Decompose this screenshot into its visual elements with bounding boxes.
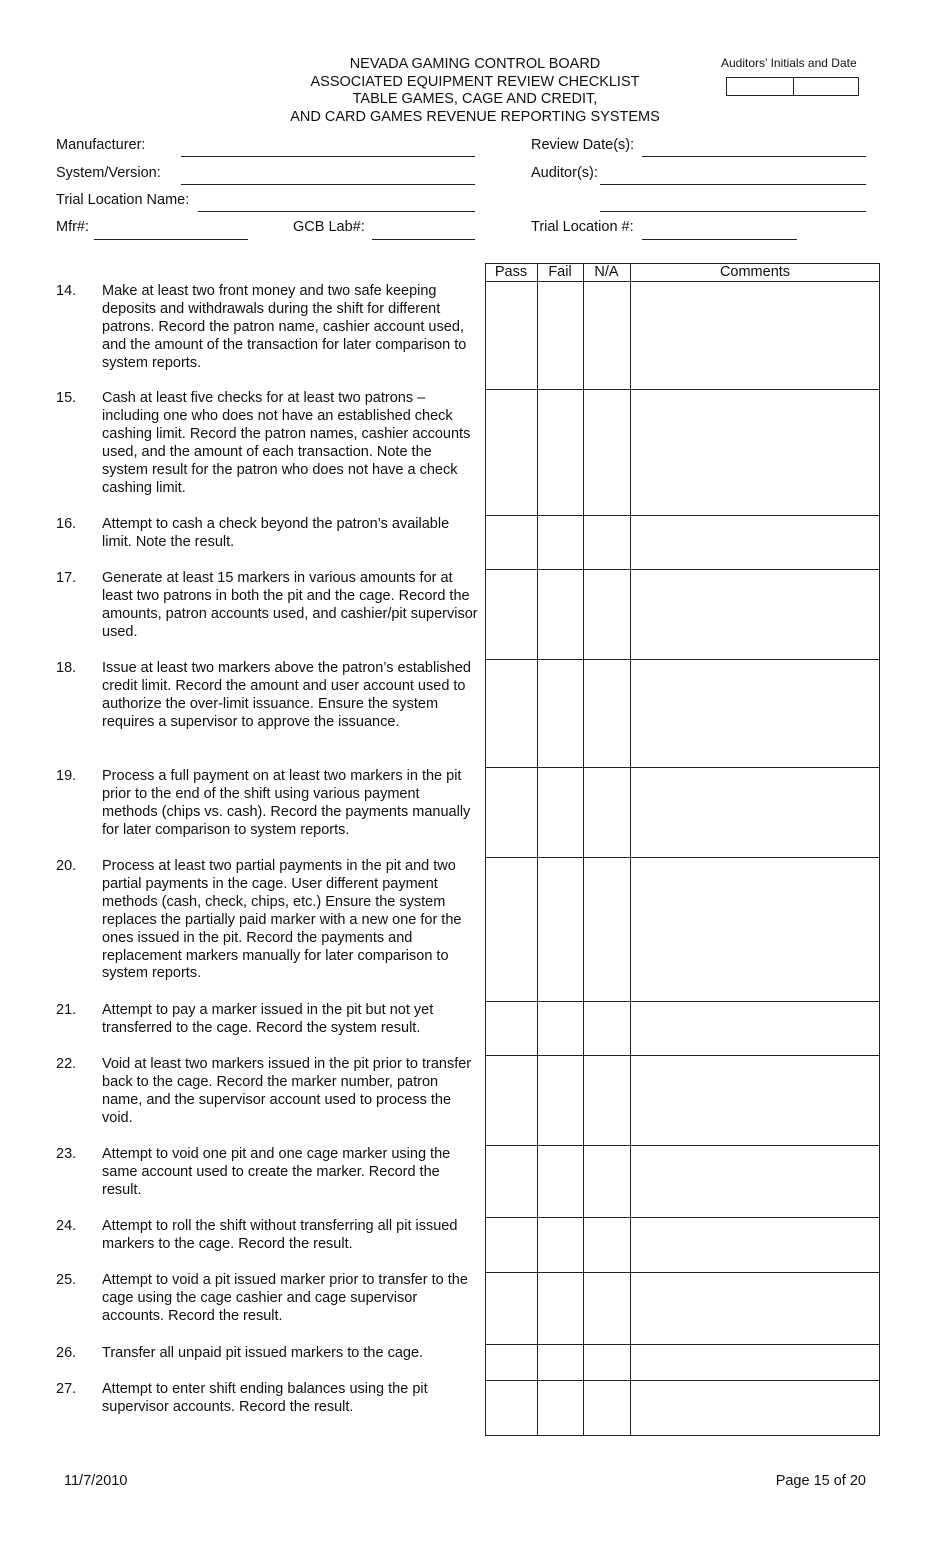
manufacturer-field[interactable] bbox=[181, 156, 475, 157]
checklist-grid bbox=[485, 263, 880, 1436]
checklist-item-text: Generate at least 15 markers in various amounts for at least two patrons in both the pit and the cage. Record the amounts, patron accounts used, and cashier/pit supervisor used. bbox=[102, 570, 478, 640]
checklist-item-text: Transfer all unpaid pit issued markers to the cage. bbox=[102, 1345, 424, 1361]
trial-location-number-label: Trial Location #: bbox=[531, 219, 634, 235]
title-line-2: ASSOCIATED EQUIPMENT REVIEW CHECKLIST bbox=[310, 74, 640, 90]
checklist-item-text: Attempt to roll the shift without transferring all pit issued markers to the cage. Record the result. bbox=[102, 1218, 458, 1252]
title-line-3: TABLE GAMES, CAGE AND CREDIT, bbox=[352, 91, 598, 107]
gcb-lab-number-label: GCB Lab#: bbox=[293, 219, 365, 235]
checklist-item-text: Make at least two front money and two safe keeping deposits and withdrawals during the shift for different patrons. Record the patron name, cashier account used, and the amount of the transaction for later comparison to system reports. bbox=[102, 283, 467, 371]
grid-row-divider bbox=[485, 1055, 880, 1056]
checklist-item-text: Attempt to cash a check beyond the patron’s available limit. Note the result. bbox=[102, 516, 450, 550]
footer-page-number: Page 15 of 20 bbox=[775, 1473, 866, 1489]
grid-row-divider bbox=[485, 515, 880, 516]
auditors-initials-label: Auditors’ Initials and Date bbox=[721, 56, 857, 70]
grid-row-divider bbox=[485, 1145, 880, 1146]
checklist-item-text: Process a full payment on at least two markers in the pit prior to the end of the shift using various payment methods (chips vs. cash). Record the payments manually for later comparison to system reports. bbox=[102, 768, 471, 838]
trial-location-number-field[interactable] bbox=[642, 239, 797, 240]
manufacturer-label: Manufacturer: bbox=[56, 137, 146, 153]
grid-row-divider bbox=[485, 389, 880, 390]
grid-col-divider-na-comments bbox=[630, 263, 631, 1436]
checklist-item-number: 17. bbox=[56, 570, 77, 586]
column-header-na: N/A bbox=[594, 264, 619, 280]
auditors-initials-box[interactable] bbox=[726, 77, 859, 96]
grid-row-divider bbox=[485, 1272, 880, 1273]
checklist-item-text: Attempt to pay a marker issued in the pit but not yet transferred to the cage. Record the system result. bbox=[102, 1002, 434, 1036]
grid-row-divider bbox=[485, 1001, 880, 1002]
grid-row-divider bbox=[485, 767, 880, 768]
footer-date: 11/7/2010 bbox=[64, 1473, 128, 1489]
grid-row-divider bbox=[485, 857, 880, 858]
title-line-4: AND CARD GAMES REVENUE REPORTING SYSTEMS bbox=[290, 109, 660, 125]
checklist-item-number: 19. bbox=[56, 768, 77, 784]
checklist-item-number: 14. bbox=[56, 283, 77, 299]
checklist-item-text: Cash at least five checks for at least two patrons – including one who does not have an established check cashing limit. Record the patron names, cashier accounts used, and the amount of each transaction. Note the system result for the patron who does not have a check cashing limit. bbox=[102, 390, 471, 496]
mfr-number-field[interactable] bbox=[94, 239, 248, 240]
checklist-item-text: Attempt to enter shift ending balances using the pit supervisor accounts. Record the result. bbox=[102, 1381, 428, 1415]
initials-box-divider bbox=[793, 78, 794, 95]
checklist-item-text: Process at least two partial payments in the pit and two partial payments in the cage. User different payment methods (cash, check, chips, etc.) Ensure the system replaces the partially paid marker with a new one for the ones issued in the pit. Record the payments and replacement markers manually for later comparison to system reports. bbox=[102, 858, 462, 982]
trial-location-name-field[interactable] bbox=[198, 211, 475, 212]
grid-row-divider bbox=[485, 1380, 880, 1381]
checklist-item-number: 21. bbox=[56, 1002, 77, 1018]
grid-row-divider bbox=[485, 659, 880, 660]
trial-location-name-label: Trial Location Name: bbox=[56, 192, 190, 208]
checklist-item-text: Attempt to void one pit and one cage marker using the same account used to create the marker. Record the result. bbox=[102, 1146, 451, 1198]
checklist-item-number: 20. bbox=[56, 858, 77, 874]
checklist-item-number: 18. bbox=[56, 660, 77, 676]
column-header-pass: Pass bbox=[494, 264, 528, 280]
system-version-field[interactable] bbox=[181, 184, 475, 185]
column-header-comments: Comments bbox=[719, 264, 791, 280]
review-dates-field[interactable] bbox=[642, 156, 866, 157]
auditors-field-2[interactable] bbox=[600, 211, 866, 212]
checklist-item-number: 27. bbox=[56, 1381, 77, 1397]
grid-col-divider-fail-na bbox=[583, 263, 584, 1436]
checklist-item-text: Issue at least two markers above the patron’s established credit limit. Record the amount and user account used to authorize the over-limit issuance. Ensure the system requires a supervisor to approve the issuance. bbox=[102, 660, 471, 730]
checklist-item-text: Attempt to void a pit issued marker prior to transfer to the cage using the cage cashier and cage supervisor accounts. Record the result. bbox=[102, 1272, 468, 1324]
review-dates-label: Review Date(s): bbox=[531, 137, 635, 153]
checklist-item-number: 16. bbox=[56, 516, 77, 532]
grid-row-divider bbox=[485, 1217, 880, 1218]
system-version-label: System/Version: bbox=[56, 165, 161, 181]
auditors-label: Auditor(s): bbox=[531, 165, 598, 181]
grid-header-divider bbox=[485, 281, 880, 282]
gcb-lab-number-field[interactable] bbox=[372, 239, 475, 240]
checklist-item-number: 15. bbox=[56, 390, 77, 406]
grid-row-divider bbox=[485, 569, 880, 570]
checklist-item-number: 24. bbox=[56, 1218, 77, 1234]
checklist-item-number: 25. bbox=[56, 1272, 77, 1288]
checklist-item-number: 22. bbox=[56, 1056, 77, 1072]
grid-row-divider bbox=[485, 1344, 880, 1345]
title-line-1: NEVADA GAMING CONTROL BOARD bbox=[349, 56, 601, 72]
checklist-item-number: 26. bbox=[56, 1345, 77, 1361]
checklist-item-text: Void at least two markers issued in the pit prior to transfer back to the cage. Record the marker number, patron name, and the supervisor account used to process the void. bbox=[102, 1056, 472, 1126]
mfr-number-label: Mfr#: bbox=[56, 219, 90, 235]
grid-col-divider-pass-fail bbox=[537, 263, 538, 1436]
checklist-item-number: 23. bbox=[56, 1146, 77, 1162]
column-header-fail: Fail bbox=[548, 264, 572, 280]
auditors-field[interactable] bbox=[600, 184, 866, 185]
